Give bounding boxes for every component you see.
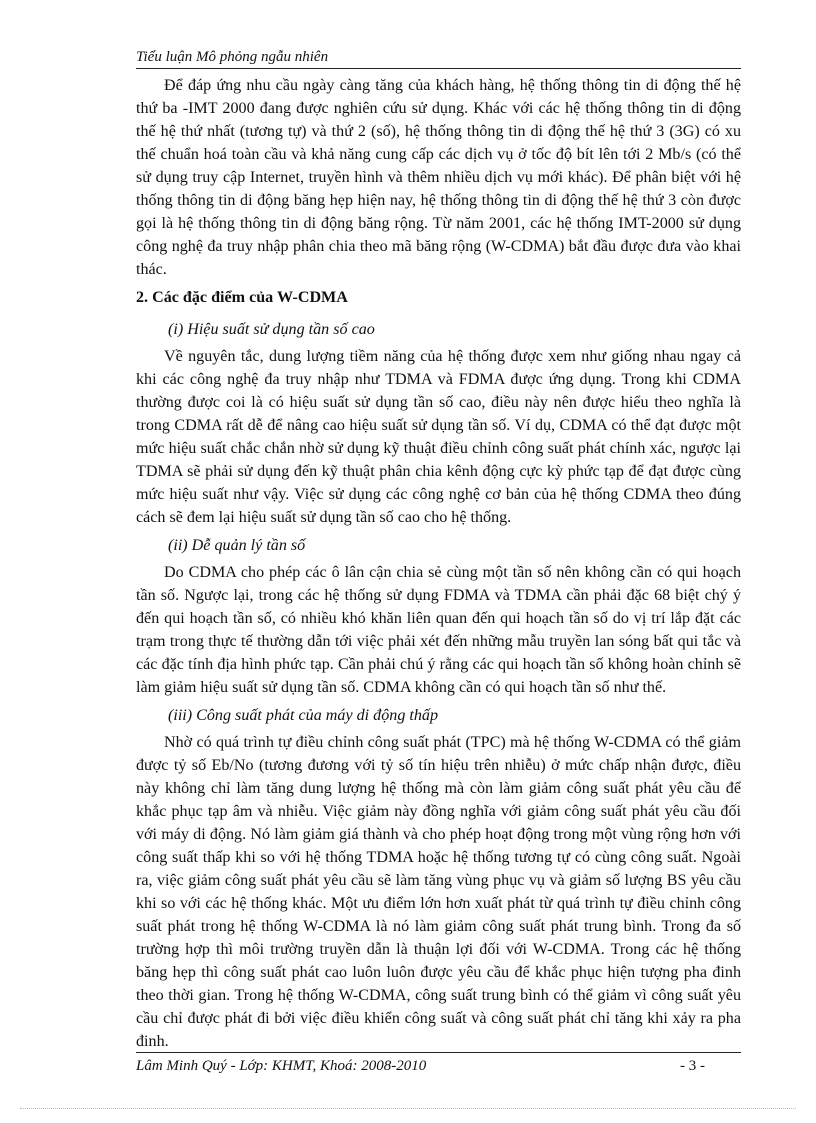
intro-paragraph: Để đáp ứng nhu cầu ngày càng tăng của khách hàng, hệ thống thông tin di động thế hệ thứ ba -IMT 2000 đang được nghiên cứu sử dụng. Khác với các hệ thống thông tin di động thế hệ thứ nhất (tương tự) và thứ 2 (số), hệ thống thông tin di động thế hệ thứ 3 (3G) có xu thế chuẩn hoá toàn cầu và khả năng cung cấp các dịch vụ ở tốc độ bít lên tới 2 Mb/s (có thể sử dụng truy cập Internet, truyền hình và thêm nhiều dịch vụ mới khác). Để phân biệt với hệ thống thông tin di động băng hẹp hiện nay, hệ thống thông tin di động thế hệ thứ 3 còn được gọi là hệ thống thông tin di động băng rộng. Từ năm 2001, các hệ thống IMT-2000 sử dụng công nghệ đa truy nhập phân chia theo mã băng rộng (W-CDMA) bắt đầu được đưa vào khai thác. — [136, 77, 741, 278]
page-edge-divider — [20, 1108, 796, 1109]
page-body — [136, 74, 741, 1053]
footer-divider — [136, 1052, 741, 1053]
subsection-heading-3: (iii) Công suất phát của máy di động thấp — [168, 707, 439, 724]
subsection-heading-1: (i) Hiệu suất sử dụng tần số cao — [168, 321, 375, 338]
footer-author: Lâm Minh Quý - Lớp: KHMT, Khoá: 2008-2010 — [136, 1058, 427, 1074]
page-header: Tiểu luận Mô phỏng ngẫu nhiên — [136, 48, 741, 69]
subsection-paragraph-3: Nhờ có quá trình tự điều chỉnh công suất phát (TPC) mà hệ thống W-CDMA có thể giảm được tỷ số Eb/No (tương đương với tỷ số tín hiệu trên nhiễu) ở mức chấp nhận được, điều này không chỉ làm tăng dung lượng hệ thống mà còn làm giảm công suất phát yêu cầu để khắc phục tạp âm và nhiễu. Việc giảm này đồng nghĩa với giảm công suất phát yêu cầu đối với máy di động. Nó làm giảm giá thành và cho phép hoạt động trong một vùng rộng hơn với công suất thấp khi so với hệ thống TDMA hoặc hệ thống tương tự có cùng công suất. Ngoài ra, việc giảm công suất phát yêu cầu sẽ làm tăng vùng phục vụ và giảm số lượng BS yêu cầu khi so với các hệ thống khác. Một ưu điểm lớn hơn xuất phát từ quá trình tự điều chỉnh công suất phát trong hệ thống W-CDMA là nó làm giảm công suất phát trung bình. Trong đa số trường hợp thì môi trường truyền dẫn là thuận lợi đối với W-CDMA. Trong các hệ thống băng hẹp thì công suất phát cao luôn luôn được yêu cầu để khắc phục hiện tượng pha đinh theo thời gian. Trong hệ thống W-CDMA, công suất trung bình có thể giảm vì công suất yêu cầu chỉ được phát đi bởi việc điều khiển công suất và công suất phát chỉ tăng khi xảy ra pha đinh. — [136, 734, 741, 1050]
page-footer — [136, 1056, 741, 1076]
subsection-paragraph-1: Về nguyên tắc, dung lượng tiềm năng của hệ thống được xem như giống nhau ngay cả khi các công nghệ đa truy nhập như TDMA và FDMA được ứng dụng. Trong khi CDMA thường được coi là có hiệu suất sử dụng tần số cao, điều này nên được hiểu theo nghĩa là trong CDMA rất dễ để nâng cao hiệu suất sử dụng tần số. Ví dụ, CDMA có thể đạt được một mức hiệu suất chắc chắn nhờ sử dụng kỹ thuật điều chỉnh công suất phát chính xác, ngược lại TDMA sẽ phải sử dụng đến kỹ thuật phân chia kênh động cực kỳ phức tạp để đạt được cùng mức hiệu suất như vậy. Việc sử dụng các công nghệ cơ bản của hệ thống CDMA theo đúng cách sẽ đem lại hiệu suất sử dụng tần số cao cho hệ thống. — [136, 348, 741, 526]
subsection-heading-2: (ii) Dễ quản lý tần số — [168, 537, 306, 554]
section-heading: 2. Các đặc điểm của W-CDMA — [136, 289, 348, 306]
subsection-paragraph-2: Do CDMA cho phép các ô lân cận chia sẻ cùng một tần số nên không cần có qui hoạch tần số. Ngược lại, trong các hệ thống sử dụng FDMA và TDMA cần phải đặc 68 biệt chý ý đến qui hoạch tần số, có nhiều khó khăn liên quan đến qui hoạch tần số do vị trí lắp đặt các trạm trong thực tế thường dẫn tới việc phải xét đến những mẫu truyền lan sóng bất qui tắc và các đặc tính địa hình phức tạp. Cần phải chú ý rằng các qui hoạch tần số không hoàn chỉnh sẽ làm giảm hiệu suất sử dụng tần số. CDMA không cần có qui hoạch tần số như thế. — [136, 564, 741, 696]
page-number: - 3 - — [680, 1058, 705, 1074]
